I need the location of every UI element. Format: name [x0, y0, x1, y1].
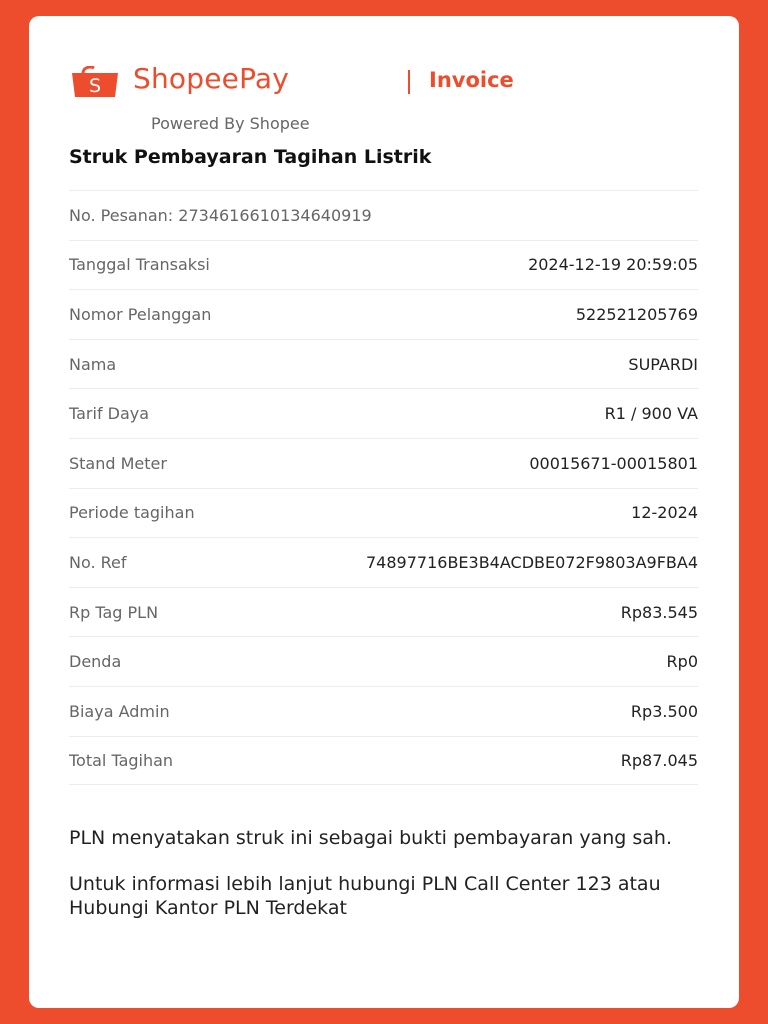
row-value: 522521205769: [575, 304, 698, 324]
order-number-row: [69, 190, 698, 240]
row-reference-number: [69, 537, 698, 587]
row-value: Rp87.045: [620, 750, 698, 770]
row-label: Rp Tag PLN: [69, 602, 159, 622]
row-value: 2024-12-19 20:59:05: [528, 255, 698, 275]
invoice-label: Invoice: [429, 68, 514, 92]
row-value: SUPARDI: [628, 354, 698, 374]
receipt-header: [69, 64, 669, 104]
row-value: Rp83.545: [620, 602, 698, 622]
row-name: [69, 339, 698, 389]
row-label: Periode tagihan: [69, 503, 195, 523]
row-value: R1 / 900 VA: [604, 404, 698, 424]
row-total-bill: [69, 736, 698, 786]
row-power-tariff: [69, 388, 698, 438]
row-value: Rp0: [666, 652, 698, 672]
shopping-bag-icon: [69, 66, 121, 98]
row-label: Stand Meter: [69, 453, 167, 473]
row-label: Nomor Pelanggan: [69, 304, 212, 324]
bag-letter: S: [88, 75, 102, 97]
row-admin-fee: [69, 686, 698, 736]
row-label: Biaya Admin: [69, 701, 170, 721]
row-label: No. Ref: [69, 552, 127, 572]
row-pln-bill: [69, 587, 698, 637]
receipt-footer: [69, 826, 699, 920]
row-value: Rp3.500: [630, 701, 698, 721]
receipt-card: [29, 16, 739, 1008]
row-meter-stand: [69, 438, 698, 488]
brand-name: ShopeePay: [133, 62, 290, 95]
row-label: Nama: [69, 354, 117, 374]
order-number: No. Pesanan: 2734616610134640919: [69, 205, 372, 225]
row-value: 00015671-00015801: [529, 453, 698, 473]
contact-note: Untuk informasi lebih lanjut hubungi PLN Call Center 123 atau Hubungi Kantor PLN Terdekat: [69, 873, 661, 919]
row-billing-period: [69, 488, 698, 538]
row-transaction-date: [69, 240, 698, 290]
row-label: Denda: [69, 652, 122, 672]
receipt-rows: [69, 190, 698, 785]
row-label: Tanggal Transaksi: [69, 255, 210, 275]
row-customer-number: [69, 289, 698, 339]
row-value: 74897716BE3B4ACDBE072F9803A9FBA4: [366, 552, 698, 572]
powered-by-text: Powered By Shopee: [151, 114, 310, 133]
row-penalty: [69, 636, 698, 686]
receipt-title: Struk Pembayaran Tagihan Listrik: [69, 146, 432, 168]
row-label: Tarif Daya: [69, 404, 150, 424]
row-value: 12-2024: [631, 503, 698, 523]
row-label: Total Tagihan: [69, 750, 174, 770]
validity-note: PLN menyatakan struk ini sebagai bukti pembayaran yang sah.: [69, 827, 673, 849]
header-divider: [408, 70, 410, 94]
